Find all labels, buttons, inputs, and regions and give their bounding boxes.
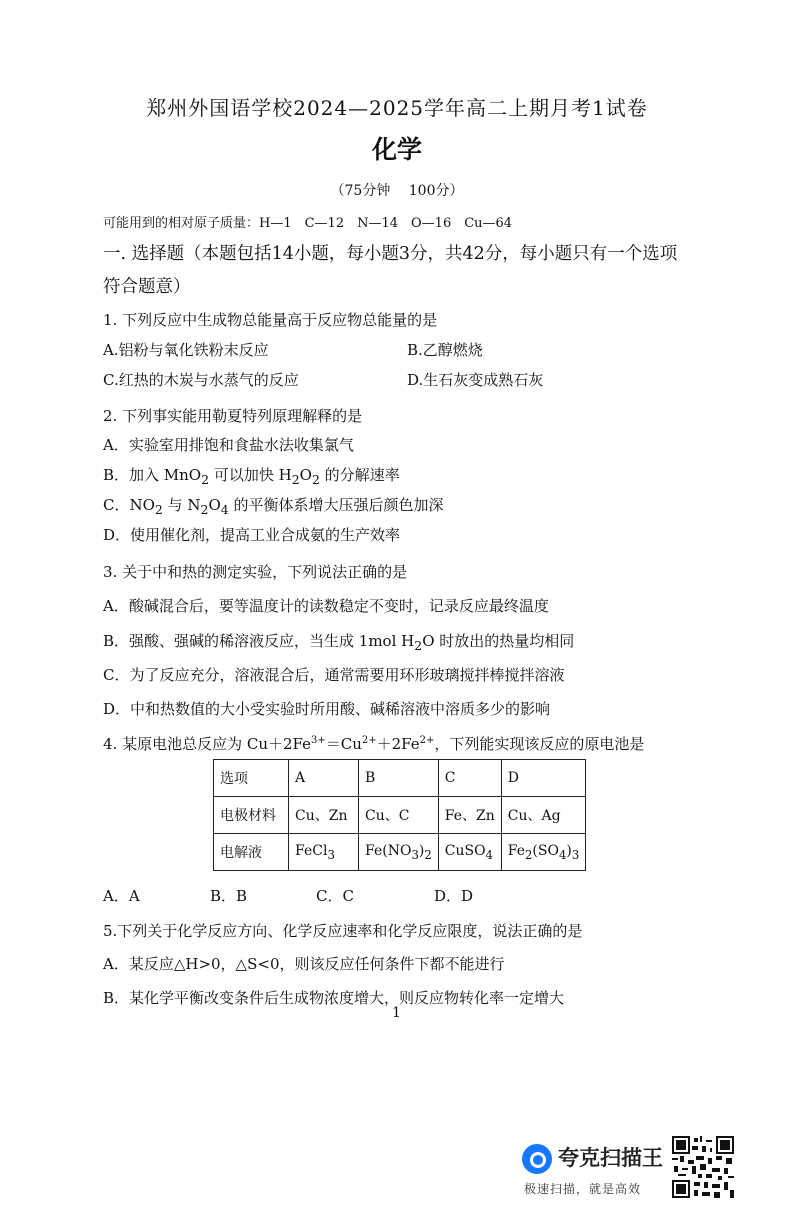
quark-logo-icon bbox=[522, 1144, 552, 1174]
q3-option-a: A．酸碱混合后，要等温度计的读数稳定不变时，记录反应最终温度 bbox=[103, 597, 549, 615]
q1-option-d: D.生石灰变成熟石灰 bbox=[407, 371, 544, 389]
q4-answer-b: B．B bbox=[210, 887, 248, 905]
table-row bbox=[214, 760, 586, 797]
brand-name: 夸克扫描王 bbox=[558, 1146, 663, 1170]
q1-option-b: B.乙醇燃烧 bbox=[407, 341, 483, 359]
q2-stem: 2. 下列事实能用勒夏特列原理解释的是 bbox=[103, 407, 363, 425]
q3-option-c: C．为了反应充分，溶液混合后，通常需要用环形玻璃搅拌棒搅拌溶液 bbox=[103, 666, 565, 684]
exam-timing: （75分钟 100分） bbox=[330, 183, 464, 199]
q5-option-a: A．某反应△H>0，△S<0，则该反应任何条件下都不能进行 bbox=[103, 955, 505, 973]
q2-option-d: D．使用催化剂，提高工业合成氨的生产效率 bbox=[103, 526, 401, 544]
table-cell: Cu、Zn bbox=[289, 797, 359, 834]
table-cell: FeCl$_3$ bbox=[289, 834, 359, 871]
table-row bbox=[214, 797, 586, 834]
section-heading-line2: 符合题意） bbox=[103, 277, 191, 297]
table-row bbox=[214, 834, 586, 871]
table-cell: D bbox=[501, 760, 586, 797]
q4-stem: 4. 某原电池总反应为 $Cu+2Fe^{3+}=Cu^{2+}+2Fe^{2+}$，下列能实现该反应的原电池是 bbox=[103, 735, 645, 753]
table-cell: CuSO$_4$ bbox=[438, 834, 501, 871]
q4-answer-a: A．A bbox=[103, 887, 140, 905]
qr-code-icon bbox=[672, 1136, 734, 1198]
q3-option-d: D．中和热数值的大小受实验时所用酸、碱稀溶液中溶质多少的影响 bbox=[103, 700, 551, 718]
section-heading-line1: 一. 选择题（本题包括14小题，每小题3分，共42分，每小题只有一个选项 bbox=[103, 244, 678, 264]
table-cell: 电解液 bbox=[214, 834, 289, 871]
q4-answer-c: C．C bbox=[316, 887, 354, 905]
table-cell: Fe、Zn bbox=[438, 797, 501, 834]
q1-option-c: C.红热的木炭与水蒸气的反应 bbox=[103, 371, 299, 389]
subject-heading: 化学 bbox=[371, 135, 422, 164]
exam-title: 郑州外国语学校2024—2025学年高二上期月考1试卷 bbox=[146, 96, 648, 120]
table-cell: B bbox=[359, 760, 439, 797]
q1-option-a: A.铝粉与氧化铁粉末反应 bbox=[103, 341, 269, 359]
page-number: 1 bbox=[392, 1005, 401, 1021]
table-cell: C bbox=[438, 760, 501, 797]
q5-stem: 5.下列关于化学反应方向、化学反应速率和化学反应限度，说法正确的是 bbox=[103, 922, 583, 940]
atomic-masses: 可能用到的相对原子质量：H—1 C—12 N—14 O—16 Cu—64 bbox=[103, 216, 513, 231]
table-cell: Cu、Ag bbox=[501, 797, 586, 834]
table-cell: Cu、C bbox=[359, 797, 439, 834]
q2-option-c: C．$NO_2$ 与 $N_2O_4$ 的平衡体系增大压强后颜色加深 bbox=[103, 496, 444, 517]
q5-option-b: B．某化学平衡改变条件后生成物浓度增大，则反应物转化率一定增大 bbox=[103, 989, 565, 1007]
table-cell: 电极材料 bbox=[214, 797, 289, 834]
table-cell: 选项 bbox=[214, 760, 289, 797]
table-cell: A bbox=[289, 760, 359, 797]
table-cell: $Fe(NO_3)_2$ bbox=[359, 834, 439, 871]
q4-answer-d: D．D bbox=[434, 887, 474, 905]
brand-tagline: 极速扫描，就是高效 bbox=[524, 1182, 642, 1196]
scanner-watermark bbox=[522, 1140, 672, 1200]
q4-options-table bbox=[213, 759, 586, 871]
table-cell: $Fe_2(SO_4)_3$ bbox=[501, 834, 586, 871]
q2-option-b: B．加入 MnO$_2$ 可以加快 $H_2O_2$ 的分解速率 bbox=[103, 466, 400, 487]
q3-stem: 3. 关于中和热的测定实验，下列说法正确的是 bbox=[103, 563, 408, 581]
q1-stem: 1. 下列反应中生成物总能量高于反应物总能量的是 bbox=[103, 311, 438, 329]
q3-option-b: B．强酸、强碱的稀溶液反应，当生成 1mol $H_2O$ 时放出的热量均相同 bbox=[103, 632, 575, 653]
q2-option-a: A．实验室用排饱和食盐水法收集氯气 bbox=[103, 436, 354, 454]
